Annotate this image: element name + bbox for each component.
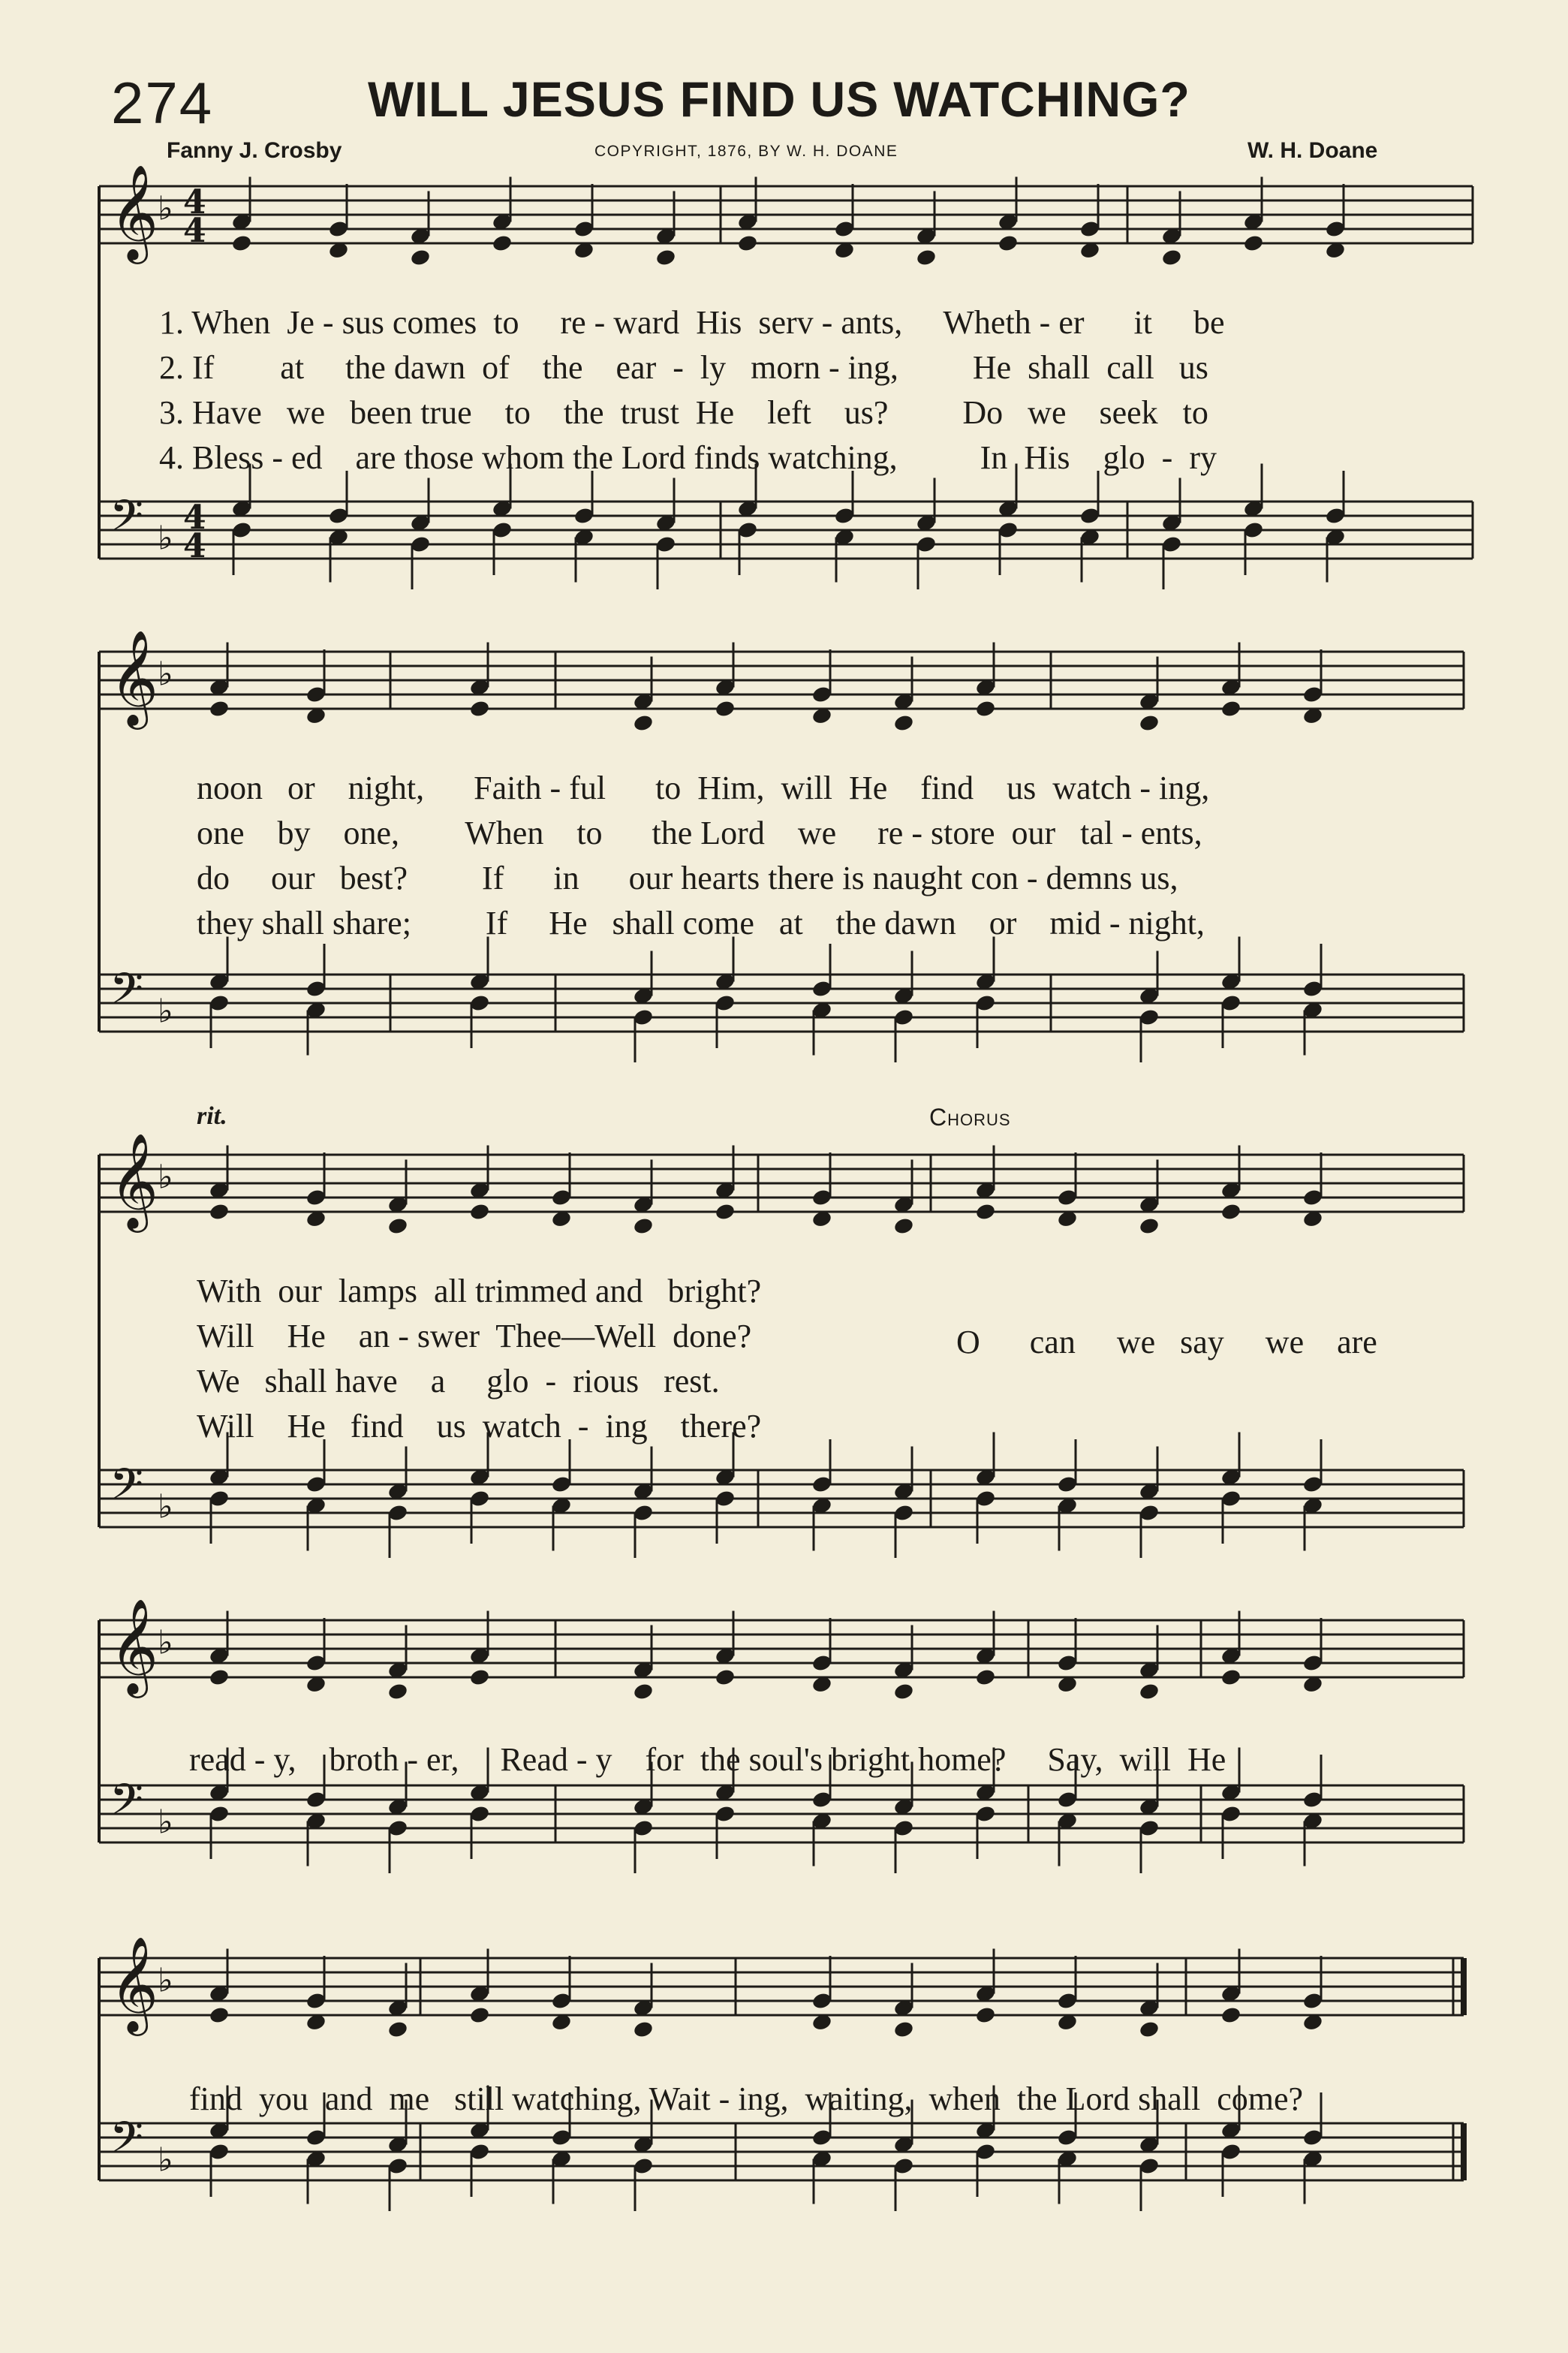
note-head	[633, 713, 655, 732]
note-head	[1139, 713, 1160, 732]
note-head	[715, 1668, 736, 1686]
bass-clef: 𝄢	[110, 490, 144, 552]
verse-2-line-2: one by one, When to the Lord we re - store our tal - ents,	[197, 815, 1202, 851]
note-head	[1243, 233, 1265, 252]
flat-accidental: ♭	[158, 1158, 173, 1197]
hymn-title: WILL JESUS FIND US WATCHING?	[368, 71, 1190, 127]
note-head	[975, 1202, 997, 1221]
treble-clef: 𝄞	[110, 1936, 159, 2032]
verse-3-line-2: do our best? If in our hearts there is naught con - demns us,	[197, 860, 1178, 896]
bass-clef: 𝄢	[110, 1774, 144, 1836]
verse-4-line-2: they shall share; If He shall come at the dawn or mid - night,	[197, 905, 1205, 942]
note-head	[1139, 1682, 1160, 1701]
flat-accidental: ♭	[158, 992, 173, 1031]
note-head	[1220, 1668, 1242, 1686]
note-head	[1220, 1202, 1242, 1221]
note-head	[492, 233, 513, 252]
verse-3-line-1: 3. Have we been true to the trust He left us? Do we seek to	[159, 394, 1208, 431]
hymn-number: 274	[111, 70, 214, 136]
note-head	[893, 713, 915, 732]
note-head	[975, 699, 997, 718]
treble-clef: 𝄞	[110, 629, 159, 725]
treble-clef: 𝄞	[110, 1598, 159, 1694]
note-head	[1220, 2005, 1242, 2024]
flat-accidental: ♭	[158, 1623, 173, 1662]
note-head	[469, 1668, 491, 1686]
flat-accidental: ♭	[158, 1487, 173, 1526]
note-head	[975, 1668, 997, 1686]
note-head	[893, 1682, 915, 1701]
note-head	[231, 233, 253, 252]
note-head	[737, 233, 759, 252]
note-head	[209, 2005, 230, 2024]
note-head	[387, 2020, 409, 2038]
note-head	[715, 1202, 736, 1221]
note-head	[387, 1682, 409, 1701]
chorus-line-3: find you and me still watching, Wait - ing, waiting, when the Lord shall come?	[189, 2080, 1304, 2117]
verse-2-line-3: Will He an - swer Thee—Well done?	[197, 1318, 752, 1354]
verse-1-line-1: 1. When Je - sus comes to re - ward His serv - ants, Wheth - er it be	[159, 304, 1225, 341]
verse-1-line-3: With our lamps all trimmed and bright?	[197, 1273, 762, 1309]
note-head	[715, 699, 736, 718]
treble-clef: 𝄞	[110, 1132, 159, 1228]
time-signature: 4	[183, 527, 206, 565]
note-head	[655, 248, 677, 267]
note-head	[633, 2020, 655, 2038]
bass-clef: 𝄢	[110, 1459, 144, 1520]
note-head	[469, 1202, 491, 1221]
verse-3-line-3: We shall have a glo - rious rest.	[197, 1363, 720, 1399]
bass-clef: 𝄢	[110, 963, 144, 1025]
chorus-line-2: read - y, broth - er, Read - y for the soul's bright home? Say, will He	[189, 1741, 1226, 1778]
verse-4-line-3: Will He find us watch - ing there?	[197, 1408, 762, 1445]
chorus-line-1: O can we say we are	[956, 1324, 1377, 1360]
flat-accidental: ♭	[158, 1803, 173, 1842]
composer-credit: W. H. Doane	[1247, 138, 1378, 163]
note-head	[209, 699, 230, 718]
note-head	[633, 1682, 655, 1701]
note-head	[1139, 2020, 1160, 2038]
flat-accidental: ♭	[158, 1961, 173, 2000]
bass-clef: 𝄢	[110, 2112, 144, 2174]
flat-accidental: ♭	[158, 655, 173, 694]
flat-accidental: ♭	[158, 2141, 173, 2180]
note-head	[1220, 699, 1242, 718]
note-head	[1161, 248, 1183, 267]
note-head	[998, 233, 1019, 252]
note-head	[1139, 1216, 1160, 1235]
flat-accidental: ♭	[158, 189, 173, 228]
treble-clef: 𝄞	[110, 164, 159, 260]
note-head	[209, 1202, 230, 1221]
note-head	[893, 1216, 915, 1235]
note-head	[209, 1668, 230, 1686]
note-head	[387, 1216, 409, 1235]
verse-1-line-2: noon or night, Faith - ful to Him, will He find us watch - ing,	[197, 770, 1210, 806]
verse-2-line-1: 2. If at the dawn of the ear - ly morn - ing, He shall call us	[159, 349, 1208, 386]
verse-4-line-1: 4. Bless - ed are those whom the Lord finds watching, In His glo - ry	[159, 439, 1217, 476]
note-head	[633, 1216, 655, 1235]
time-signature: 4	[183, 212, 206, 250]
note-head	[410, 248, 432, 267]
chorus-label: Chorus	[929, 1104, 1011, 1131]
time-signature: 4	[183, 183, 206, 221]
note-head	[893, 2020, 915, 2038]
ritardando-marking: rit.	[197, 1102, 227, 1130]
flat-accidental: ♭	[158, 519, 173, 558]
note-head	[469, 699, 491, 718]
author-credit: Fanny J. Crosby	[167, 138, 342, 163]
note-head	[916, 248, 937, 267]
note-head	[975, 2005, 997, 2024]
note-head	[469, 2005, 491, 2024]
time-signature: 4	[183, 499, 206, 537]
copyright-notice: COPYRIGHT, 1876, BY W. H. DOANE	[594, 143, 898, 160]
